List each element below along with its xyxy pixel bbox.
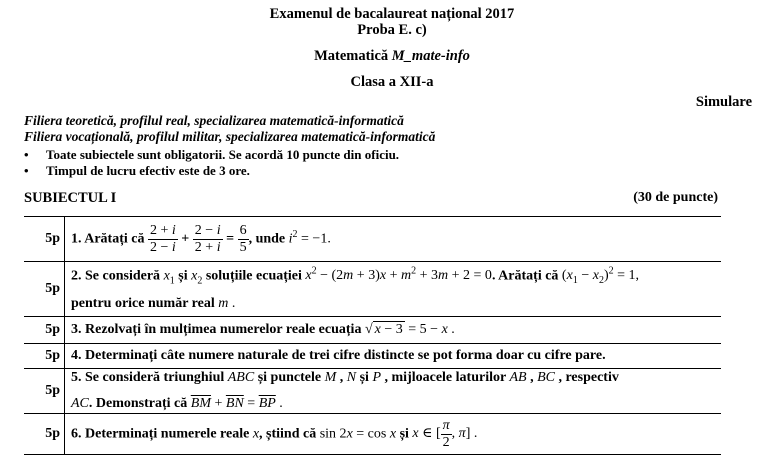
exam-class: Clasa a XII-a	[350, 74, 434, 90]
item-row	[24, 262, 721, 317]
rule-1: • Toate subiectele sunt obligatorii. Se acordă 10 puncte din oficiu.	[24, 147, 400, 162]
item-text: 1. Arătați că $\frac{2 + i}{2 - i}$ + $\frac{2 - i}{2 + i}$ = $\frac{6}{5}$ , unde $i^2 = -1$.	[65, 217, 722, 262]
filiera-2: Filiera vocațională, profilul militar, specializarea matematică-informatică	[24, 129, 436, 144]
item-points: 5p	[24, 344, 65, 369]
item-row	[24, 344, 721, 369]
item-text: 3. Rezolvați în mulțimea numerelor reale ecuația √ x − 3 = 5 − x .	[65, 317, 722, 344]
rule-2: • Timpul de lucru efectiv este de 3 ore.	[24, 163, 250, 178]
section-title: SUBIECTUL I	[24, 190, 117, 206]
filiera-1: Filiera teoretică, profilul real, specializarea matematică-informatică	[24, 113, 404, 128]
exam-title: Examenul de bacalaureat național 2017	[269, 6, 515, 22]
exam-proba: Proba E. c)	[357, 22, 427, 38]
item-text: 4. Determinați câte numere naturale de trei cifre distincte se pot forma doar cu cifre pare.	[65, 344, 722, 369]
item-row	[24, 217, 721, 262]
item-points: 5p	[24, 414, 65, 455]
simulare-label: Simulare	[695, 94, 752, 110]
item-text: 2. Se consideră $x_1$ și $x_2$ soluțiile ecuației $x^2 - (2m + 3)x + m^2 + 3m + 2 = 0$. Arătați că $(x_1 - x_2)^2 = 1$, pentru orice număr real m .	[65, 262, 722, 317]
items-table	[24, 216, 721, 455]
item-row	[24, 369, 721, 414]
exam-subject: Matematică M_mate-info	[314, 48, 470, 64]
item-points: 5p	[24, 262, 65, 317]
item-points: 5p	[24, 217, 65, 262]
item-text: 6. Determinați numerele reale x, știind că sin 2x = cos x și x ∈ [ $\frac{\pi}{2}$ , π] .	[65, 414, 722, 455]
section-points: (30 de puncte)	[633, 190, 718, 205]
item-points: 5p	[24, 369, 65, 414]
item-text: 5. Se consideră triunghiul ABC și punctele M , N și P , mijloacele laturilor AB , BC , respectiv AC. Demonstrați că $\overline{BM} + \overline{BN} = \overline{BP}$ .	[65, 369, 722, 414]
item-row	[24, 414, 721, 455]
item-points: 5p	[24, 317, 65, 344]
item-row	[24, 317, 721, 344]
